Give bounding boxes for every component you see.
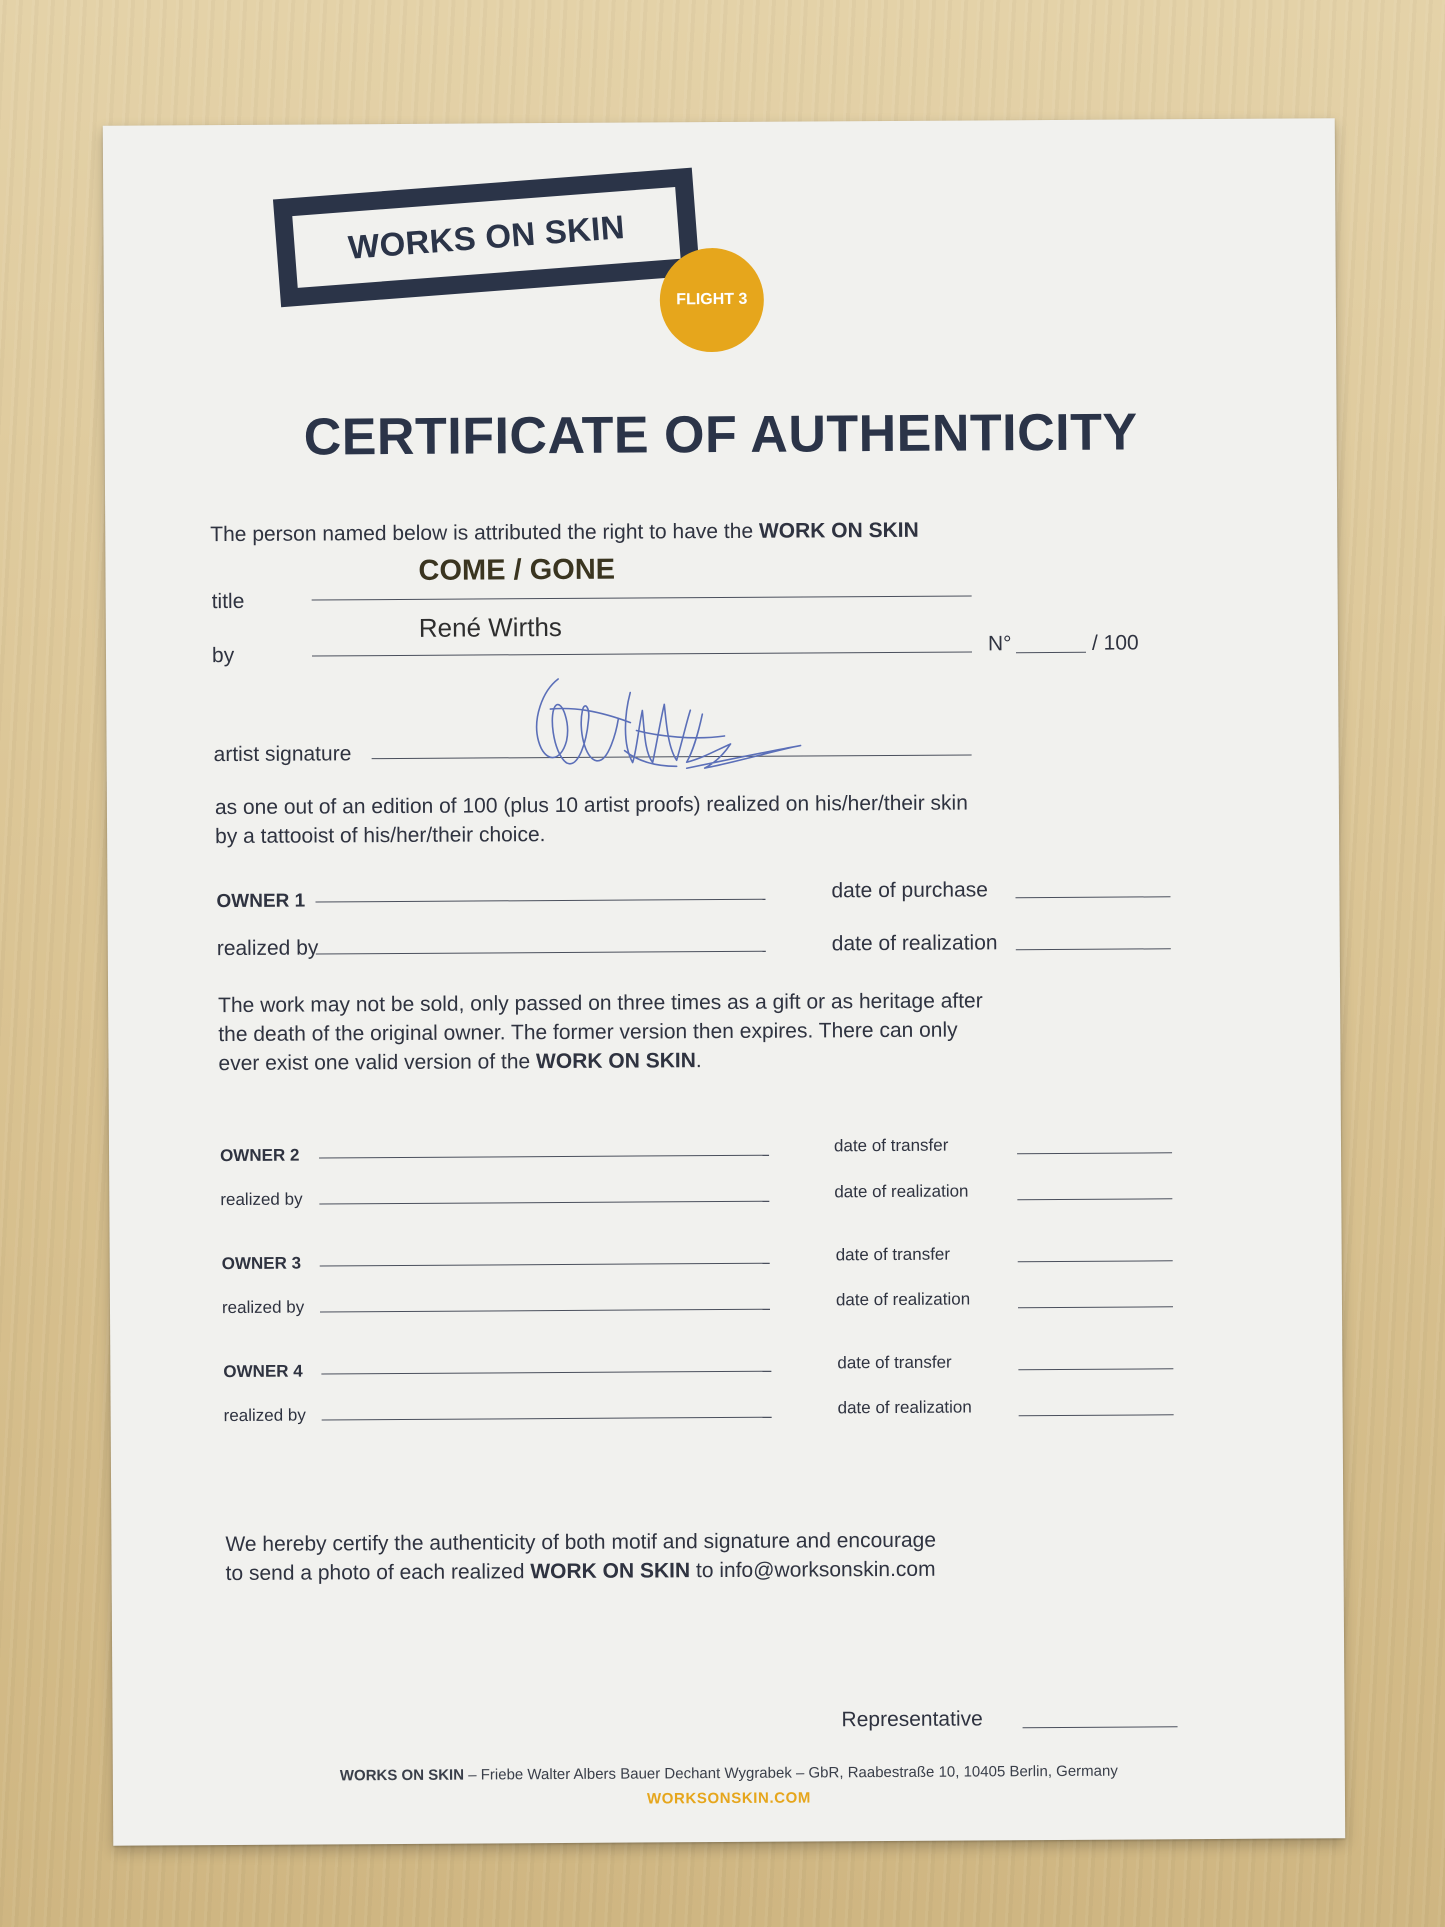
logo-text: WORKS ON SKIN xyxy=(346,207,626,266)
owner1-date-purchase-label: date of purchase xyxy=(831,878,988,903)
edition-total: / 100 xyxy=(1091,631,1139,655)
owner2-date-transfer-label: date of transfer xyxy=(833,1135,949,1156)
footer-address: WORKS ON SKIN – Friebe Walter Albers Bauer Dechant Wygrabek – GbR, Raabestraße 10, 10405 Berlin, Germany xyxy=(339,1762,1118,1785)
certify-line1: We hereby certify the authenticity of both motif and signature and encourage xyxy=(225,1528,937,1557)
owner3-line[interactable] xyxy=(320,1263,770,1267)
terms-line3: ever exist one valid version of the WORK ON SKIN. xyxy=(218,1049,702,1076)
owner3-label: OWNER 3 xyxy=(221,1253,302,1274)
owner1-date-realization-line[interactable] xyxy=(1016,948,1171,950)
certificate-title: CERTIFICATE OF AUTHENTICITY xyxy=(303,403,1138,467)
artist-name: René Wirths xyxy=(418,611,562,643)
representative-label: Representative xyxy=(841,1707,983,1732)
certificate-sheet xyxy=(103,118,1345,1845)
owner3-realized-label: realized by xyxy=(221,1297,305,1318)
owner4-date-realization-line[interactable] xyxy=(1019,1414,1174,1416)
owner3-date-realization-label: date of realization xyxy=(835,1289,971,1310)
owner4-line[interactable] xyxy=(321,1371,771,1375)
owner3-date-transfer-line[interactable] xyxy=(1018,1260,1173,1262)
edition-number-line[interactable] xyxy=(1016,652,1086,653)
owner1-date-purchase-line[interactable] xyxy=(1015,896,1170,898)
owner2-date-transfer-line[interactable] xyxy=(1017,1152,1172,1154)
artist-signature-icon xyxy=(526,669,827,781)
owner4-date-transfer-line[interactable] xyxy=(1018,1368,1173,1370)
edition-text-line2: by a tattooist of his/her/their choice. xyxy=(215,823,546,849)
owner2-line[interactable] xyxy=(319,1155,769,1159)
certify-line2: to send a photo of each realized WORK ON SKIN to info@worksonskin.com xyxy=(225,1557,936,1586)
owner3-realized-line[interactable] xyxy=(320,1309,770,1313)
owner2-realized-label: realized by xyxy=(220,1189,303,1210)
owner1-date-realization-label: date of realization xyxy=(831,931,998,956)
owner1-label: OWNER 1 xyxy=(216,890,306,913)
owner1-realized-line[interactable] xyxy=(316,951,766,955)
title-line[interactable] xyxy=(312,595,972,600)
flight-badge-label: FLIGHT 3 xyxy=(676,290,748,309)
intro-text: The person named below is attributed the right to have the WORK ON SKIN xyxy=(210,518,919,547)
flight-badge xyxy=(660,248,765,353)
signature-label: artist signature xyxy=(213,742,352,767)
owner1-realized-label: realized by xyxy=(216,936,319,961)
owner4-realized-line[interactable] xyxy=(322,1417,772,1421)
owner4-label: OWNER 4 xyxy=(223,1361,303,1382)
owner4-date-transfer-label: date of transfer xyxy=(837,1352,952,1373)
owner2-date-realization-line[interactable] xyxy=(1017,1198,1172,1200)
owner4-realized-label: realized by xyxy=(223,1405,306,1426)
edition-number-label: N° xyxy=(987,632,1012,656)
by-label: by xyxy=(211,643,235,668)
owner2-realized-line[interactable] xyxy=(319,1201,769,1205)
artist-line[interactable] xyxy=(312,651,972,656)
owner2-label: OWNER 2 xyxy=(219,1145,300,1166)
title-label: title xyxy=(211,589,245,614)
owner4-date-realization-label: date of realization xyxy=(837,1397,972,1418)
owner3-date-realization-line[interactable] xyxy=(1018,1306,1173,1308)
logo-box xyxy=(273,168,700,308)
representative-line[interactable] xyxy=(1023,1726,1178,1728)
title-value: COME / GONE xyxy=(418,553,616,587)
owner3-date-transfer-label: date of transfer xyxy=(835,1244,951,1265)
footer-url[interactable]: WORKSONSKIN.COM xyxy=(646,1789,812,1808)
edition-text-line1: as one out of an edition of 100 (plus 10 artist proofs) realized on his/her/their skin xyxy=(214,791,968,820)
owner1-line[interactable] xyxy=(316,899,766,903)
terms-line1: The work may not be sold, only passed on three times as a gift or as heritage after xyxy=(218,989,983,1018)
owner2-date-realization-label: date of realization xyxy=(834,1181,969,1202)
terms-line2: the death of the original owner. The former version then expires. There can only xyxy=(218,1018,958,1047)
